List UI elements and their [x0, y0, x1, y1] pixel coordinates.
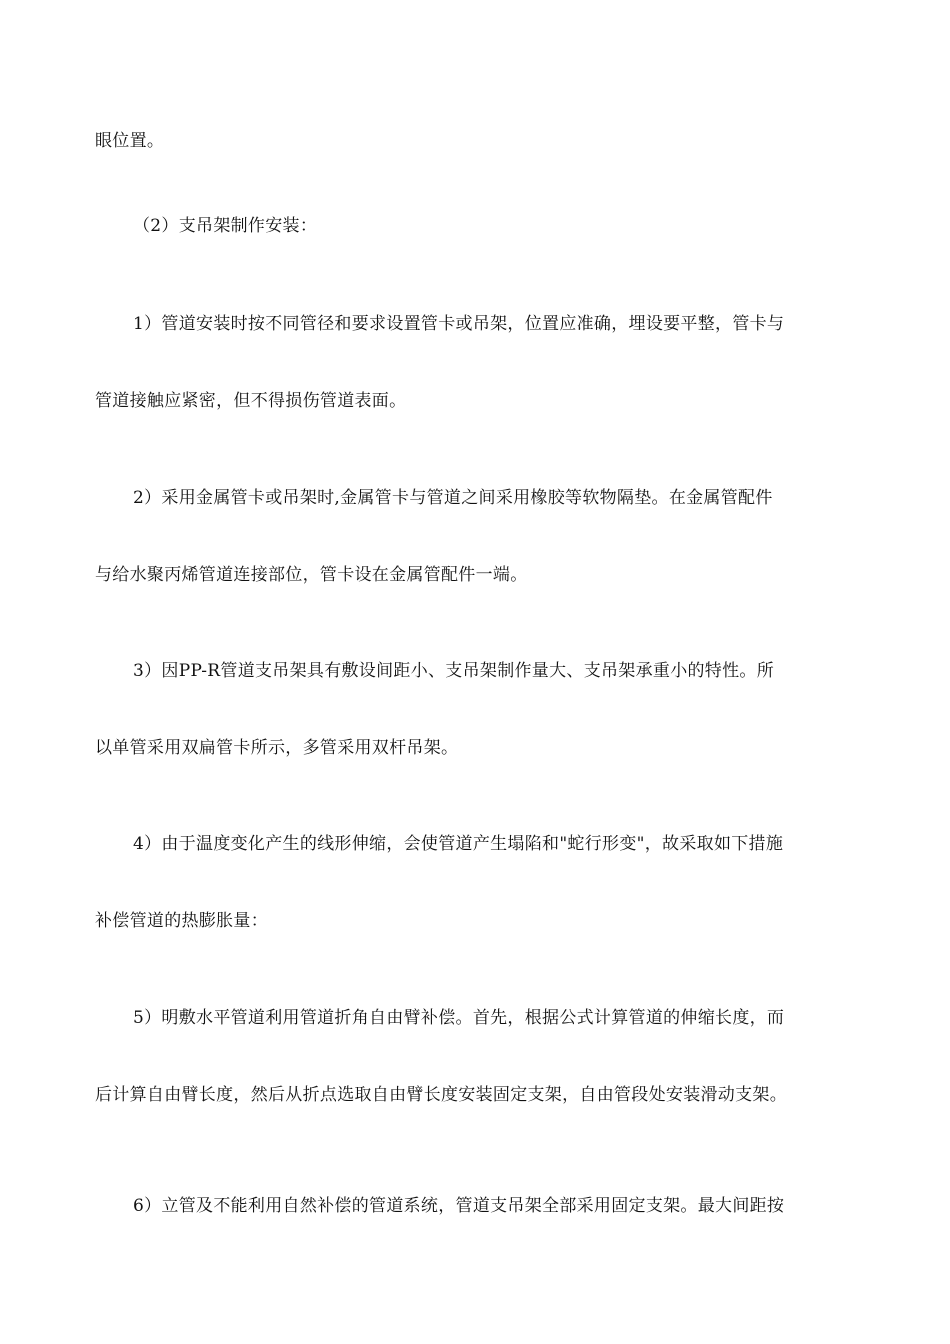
- section-heading-support-hanger: （2）支吊架制作安装：: [133, 216, 318, 236]
- item-3-line-2: 以单管采用双扁管卡所示，多管采用双杆吊架。: [95, 738, 459, 758]
- item-4-line-1: 4）由于温度变化产生的线形伸缩，会使管道产生塌陷和"蛇行形变"，故采取如下措施: [133, 834, 784, 854]
- item-6-line-1: 6）立管及不能利用自然补偿的管道系统，管道支吊架全部采用固定支架。最大间距按: [133, 1196, 785, 1216]
- item-3-line-1: 3）因PP-R管道支吊架具有敷设间距小、支吊架制作量大、支吊架承重小的特性。所: [133, 661, 775, 681]
- item-5-line-2: 后计算自由臂长度，然后从折点选取自由臂长度安装固定支架，自由管段处安装滑动支架。: [95, 1085, 787, 1105]
- item-1-line-2: 管道接触应紧密，但不得损伤管道表面。: [95, 391, 407, 411]
- item-5-line-1: 5）明敷水平管道利用管道折角自由臂补偿。首先，根据公式计算管道的伸缩长度，而: [133, 1008, 785, 1028]
- item-2-line-1: 2）采用金属管卡或吊架时,金属管卡与管道之间采用橡胶等软物隔垫。在金属管配件: [133, 488, 773, 508]
- item-4-line-2: 补偿管道的热膨胀量：: [95, 911, 268, 931]
- text-line-continuation: 眼位置。: [95, 131, 165, 151]
- item-2-line-2: 与给水聚丙烯管道连接部位，管卡设在金属管配件一端。: [95, 565, 528, 585]
- item-1-line-1: 1）管道安装时按不同管径和要求设置管卡或吊架，位置应准确，埋设要平整，管卡与: [133, 314, 785, 334]
